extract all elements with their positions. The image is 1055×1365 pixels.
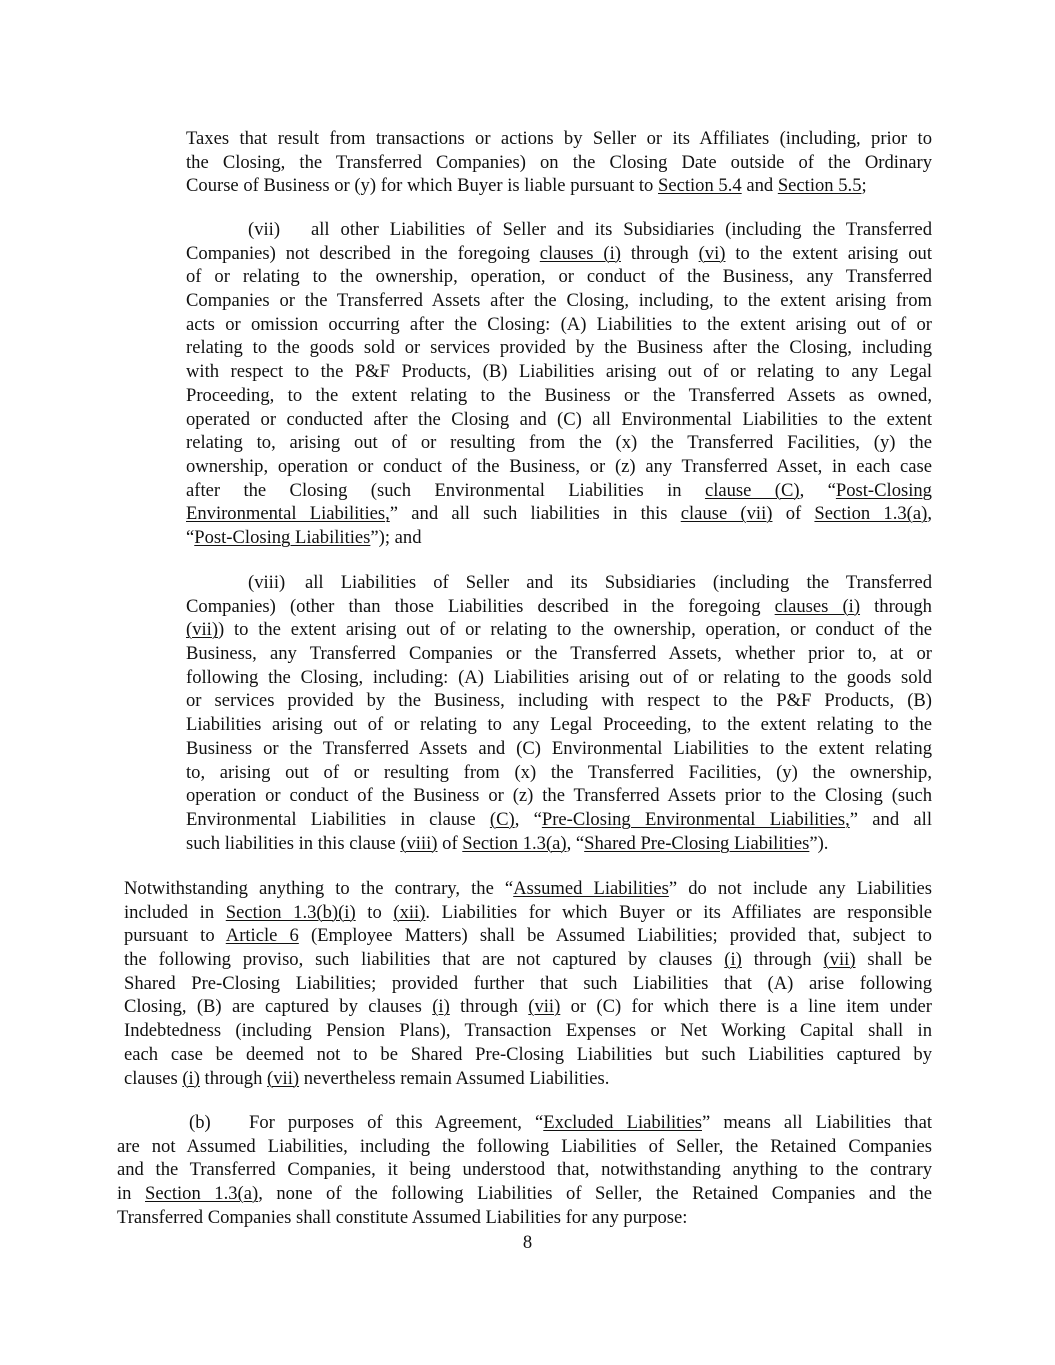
- text-line: Environmental Liabilities in clause (C), “Pre-Closing Environmental Liabilities,” and all: [186, 808, 932, 830]
- cross-reference: clause (C): [704, 479, 800, 501]
- cross-reference: (vi): [698, 242, 726, 264]
- cross-reference: (i): [432, 996, 450, 1018]
- text-line: such liabilities in this clause (viii) of Section 1.3(a), “Shared Pre-Closing Liabilities”).: [186, 832, 829, 854]
- text-line: (viii) all Liabilities of Seller and its Subsidiaries (including the Transferred: [248, 572, 932, 593]
- text-line: in Section 1.3(a), none of the following Liabilities of Seller, the Retained Companies and the: [117, 1183, 932, 1205]
- text-line: Proceeding, to the extent relating to the Business or the Transferred Assets as owned,: [186, 384, 932, 406]
- cross-reference: clause (vii): [680, 503, 773, 525]
- cross-reference: Post-Closing Liabilities: [194, 526, 371, 548]
- clause-label: (viii): [248, 572, 286, 593]
- cross-reference: clauses (i): [539, 242, 621, 264]
- text-line: Course of Business or (y) for which Buyer is liable pursuant to Section 5.4 and Section 5.5;: [186, 175, 867, 197]
- text-line: the following proviso, such liabilities that are not captured by clauses (i) through (vii) shall be: [124, 949, 933, 971]
- cross-reference: Assumed Liabilities: [513, 878, 669, 899]
- text-line: relating to the goods sold or services provided by the Business after the Closing, including: [186, 337, 932, 359]
- text-line: Liabilities arising out of or relating to any Legal Proceeding, to the extent relating to the: [186, 714, 932, 736]
- text-line: Shared Pre-Closing Liabilities; provided further that such Liabilities that (A) arise following: [124, 972, 932, 994]
- text-line: Companies or the Transferred Assets after the Closing, including, to the extent arising from: [186, 290, 932, 312]
- cross-reference: clauses (i): [774, 595, 861, 617]
- text-line: are not Assumed Liabilities, including the following Liabilities of Seller, the Retained Companies: [117, 1135, 932, 1157]
- page-number: 8: [522, 1232, 533, 1253]
- cross-reference: Section 1.3(a): [462, 832, 567, 854]
- text-line: and the Transferred Companies, it being understood that, notwithstanding anything to the contrary: [117, 1159, 932, 1181]
- text-line: (vii)) to the extent arising out of or relating to the ownership, operation, or conduct of the: [186, 619, 932, 641]
- text-line: Business, any Transferred Companies or the Transferred Assets, whether prior to, at or: [186, 643, 932, 665]
- text-line: or services provided by the Business, including with respect to the P&F Products, (B): [186, 690, 932, 712]
- cross-reference: Section 5.4: [658, 175, 742, 197]
- text-line: Transferred Companies shall constitute Assumed Liabilities for any purpose:: [117, 1206, 688, 1228]
- text-line: with respect to the P&F Products, (B) Liabilities arising out of or relating to any Legal: [186, 361, 932, 383]
- cross-reference: Excluded Liabilities: [543, 1112, 702, 1133]
- cross-reference: Section 1.3(a): [145, 1183, 259, 1205]
- text-line: ownership, operation or conduct of the Business, or (z) any Transferred Asset, in each case: [186, 455, 932, 477]
- text-line: the Closing, the Transferred Companies) on the Closing Date outside of the Ordinary: [186, 151, 932, 173]
- text-line: acts or omission occurring after the Closing: (A) Liabilities to the extent arising out of or: [186, 313, 932, 335]
- text-line: included in Section 1.3(b)(i) to (xii). Liabilities for which Buyer or its Affiliates are responsible: [124, 901, 932, 923]
- cross-reference: Shared Pre-Closing Liabilities: [584, 832, 810, 854]
- text-line: Environmental Liabilities,” and all such liabilities in this clause (vii) of Section 1.3(a),: [186, 503, 932, 525]
- text-line: clauses (i) through (vii) nevertheless remain Assumed Liabilities.: [124, 1067, 610, 1089]
- cross-reference: Pre-Closing Environmental Liabilities,: [541, 808, 850, 830]
- cross-reference: Article 6: [225, 925, 299, 947]
- text-line: to, arising out of or resulting from (x) the Transferred Facilities, (y) the ownership,: [186, 761, 932, 783]
- cross-reference: Section 5.5: [777, 175, 862, 197]
- text-line: Business or the Transferred Assets and (C) Environmental Liabilities to the extent relating: [186, 737, 932, 759]
- cross-reference: Post-Closing: [835, 479, 932, 501]
- text-line: relating to, arising out of or resulting from the (x) the Transferred Facilities, (y) the: [186, 432, 932, 454]
- cross-reference: (viii): [400, 832, 438, 854]
- paragraph-clause-vi-continuation: [186, 127, 932, 198]
- cross-reference: (C): [489, 808, 515, 830]
- text-line: each case be deemed not to be Shared Pre-Closing Liabilities but such Liabilities captured by: [124, 1043, 932, 1065]
- text-line: Companies) not described in the foregoing clauses (i) through (vi) to the extent arising out: [186, 242, 932, 264]
- clause-label: (b): [189, 1112, 211, 1133]
- cross-reference: (vii): [528, 996, 561, 1018]
- text-line: after the Closing (such Environmental Liabilities in clause (C), “Post-Closing: [186, 479, 932, 501]
- paragraph-notwithstanding: [124, 877, 932, 1090]
- text-line: Closing, (B) are captured by clauses (i) through (vii) or (C) for which there is a line item under: [124, 996, 932, 1018]
- text-line: (b) For purposes of this Agreement, “Excluded Liabilities” means all Liabilities that: [189, 1112, 932, 1133]
- text-line: following the Closing, including: (A) Liabilities arising out of or relating to the goods sold: [186, 666, 932, 688]
- cross-reference: Section 1.3(a): [814, 503, 928, 525]
- paragraph-clause-vii: [186, 218, 932, 550]
- text-line: “Post-Closing Liabilities”); and: [186, 526, 422, 548]
- cross-reference: (xii): [393, 901, 426, 923]
- cross-reference: Environmental Liabilities,: [186, 503, 390, 525]
- text-line: Notwithstanding anything to the contrary, the “Assumed Liabilities” do not include any Liabilities: [124, 878, 932, 899]
- text-line: operation or conduct of the Business or (z) the Transferred Assets prior to the Closing (such: [186, 785, 932, 807]
- cross-reference: (i): [724, 949, 742, 971]
- text-line: of or relating to the ownership, operation, or conduct of the Business, any Transferred: [186, 266, 932, 288]
- cross-reference: (i): [182, 1067, 200, 1089]
- text-line: operated or conducted after the Closing and (C) all Environmental Liabilities to the extent: [186, 408, 932, 430]
- text-line: Companies) (other than those Liabilities described in the foregoing clauses (i) through: [186, 595, 932, 617]
- clause-label: (vii): [248, 219, 281, 240]
- cross-reference: (vii): [267, 1067, 300, 1089]
- text-line: (vii) all other Liabilities of Seller and its Subsidiaries (including the Transferred: [248, 219, 932, 240]
- text-line: Indebtedness (including Pension Plans), Transaction Expenses or Net Working Capital shall in: [124, 1020, 932, 1042]
- paragraph-clause-viii: [186, 571, 932, 855]
- cross-reference: (vii): [823, 949, 856, 971]
- text-line: Taxes that result from transactions or actions by Seller or its Affiliates (including, prior to: [186, 128, 932, 149]
- cross-reference: (vii): [186, 619, 219, 641]
- text-line: pursuant to Article 6 (Employee Matters) shall be Assumed Liabilities; provided that, subject to: [124, 925, 932, 947]
- cross-reference: Section 1.3(b)(i): [225, 901, 356, 923]
- paragraph-clause-b: [117, 1111, 932, 1229]
